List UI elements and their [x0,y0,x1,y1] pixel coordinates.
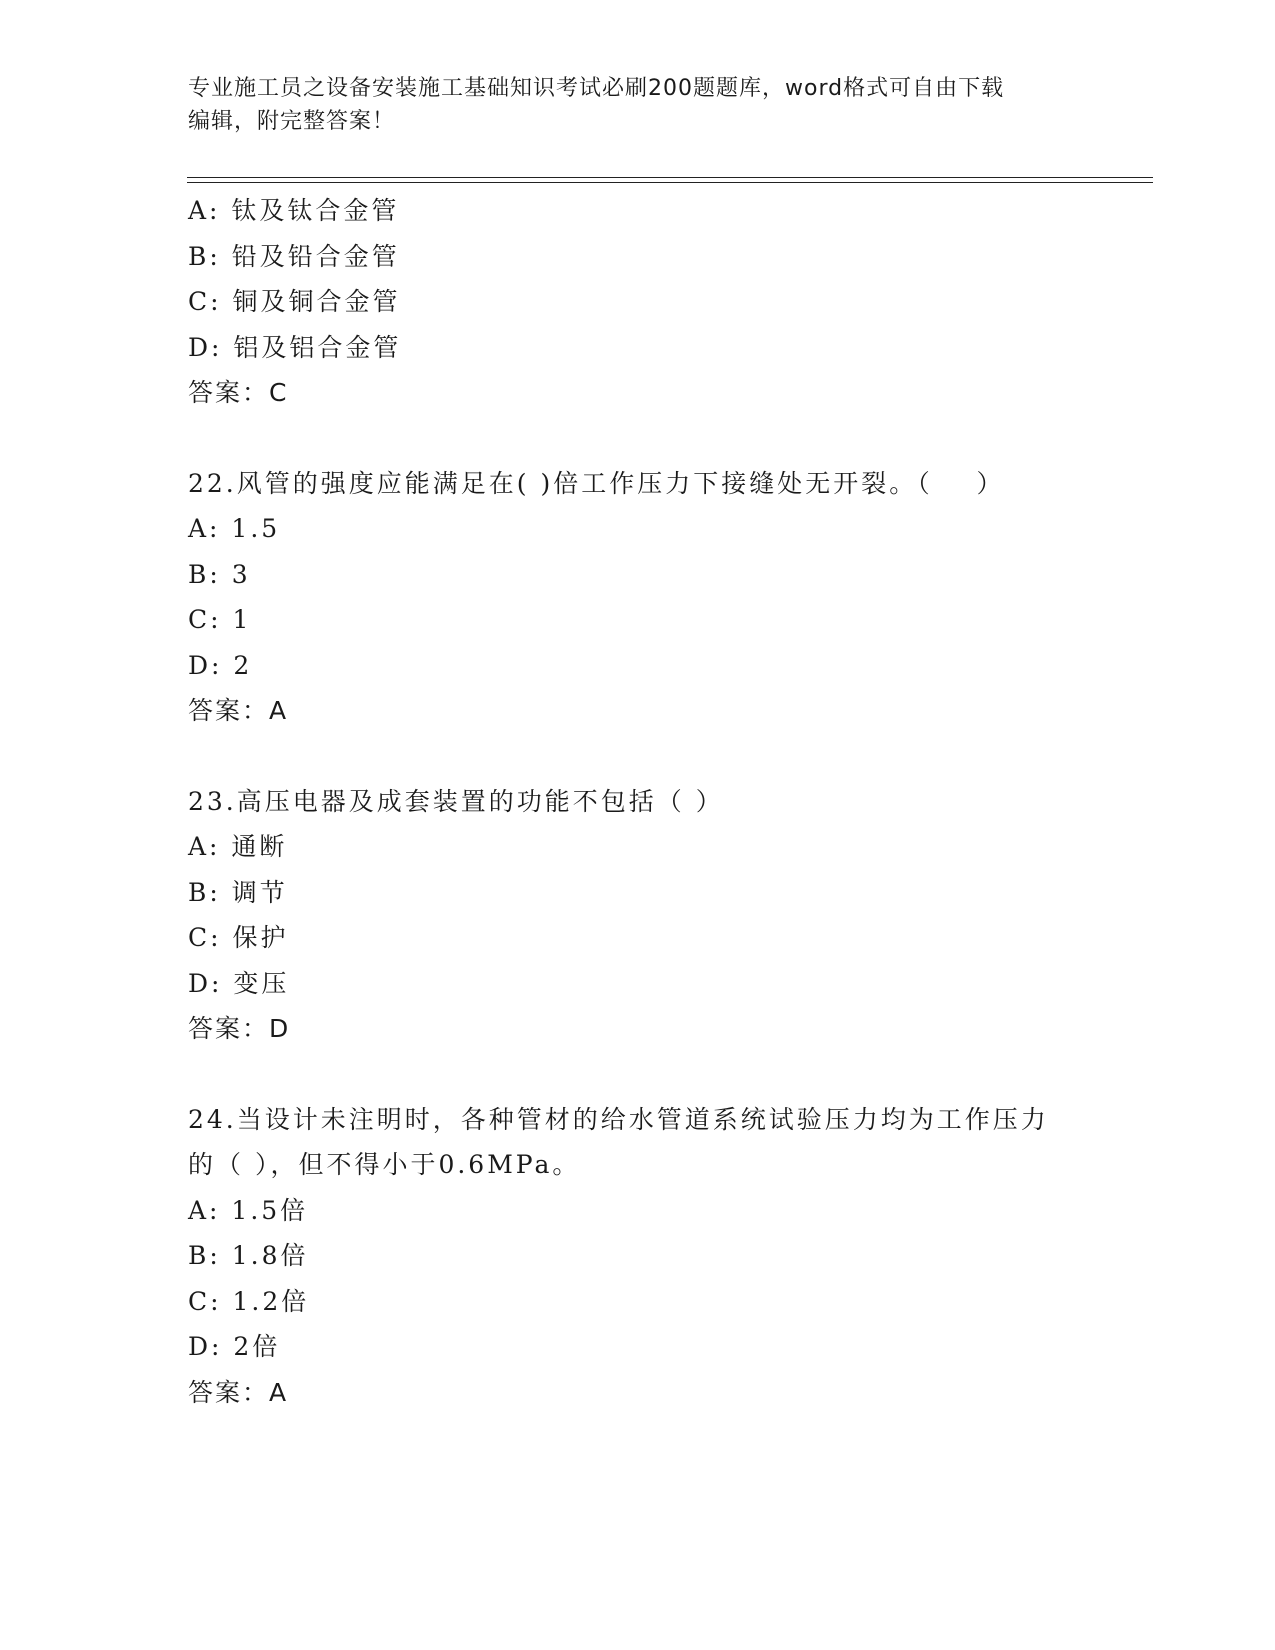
question-text-line-1: 24.当设计未注明时，各种管材的给水管道系统试验压力均为工作压力 [188,1104,1049,1134]
option-d: D: 2倍 [188,1332,281,1361]
option-a: A: 1.5倍 [188,1195,309,1225]
question-24 [188,1097,1088,1416]
option-d: D: 铝及铝合金管 [188,332,402,362]
option-c: C: 保护 [188,923,289,952]
option-d: D: 变压 [188,968,290,998]
header-line-1: 专业施工员之设备安装施工基础知识考试必刷200题题库，word格式可自由下载 [188,76,1005,101]
answer: 答案：A [188,696,289,725]
document-header [188,72,1088,138]
option-c: C: 铜及铜合金管 [188,287,401,316]
question-22 [188,461,1088,734]
header-line-2: 编辑，附完整答案！ [188,109,396,134]
answer: 答案：A [188,1377,289,1407]
question-list [188,188,1088,1415]
question-21 [188,188,1088,416]
option-b: B: 调节 [188,877,288,907]
answer: 答案：D [188,1014,291,1043]
option-d: D: 2 [188,650,253,680]
option-a: A: 通断 [188,832,288,861]
question-23 [188,779,1088,1052]
question-text-line-2: 的（ ），但不得小于0.6MPa。 [188,1150,581,1179]
header-divider-bottom [187,182,1153,183]
answer: 答案：C [188,378,289,407]
option-c: C: 1.2倍 [188,1286,310,1316]
option-a: A: 钛及钛合金管 [188,196,400,225]
option-b: B: 3 [188,559,251,589]
header-divider-top [187,177,1153,178]
option-c: C: 1 [188,605,252,634]
question-text: 22.风管的强度应能满足在( )倍工作压力下接缝处无开裂。（ ） [188,468,1005,498]
question-text: 23.高压电器及成套装置的功能不包括（ ） [188,786,724,816]
option-a: A: 1.5 [188,514,281,543]
option-b: B: 1.8倍 [188,1241,309,1270]
option-b: B: 铅及铅合金管 [188,241,400,271]
